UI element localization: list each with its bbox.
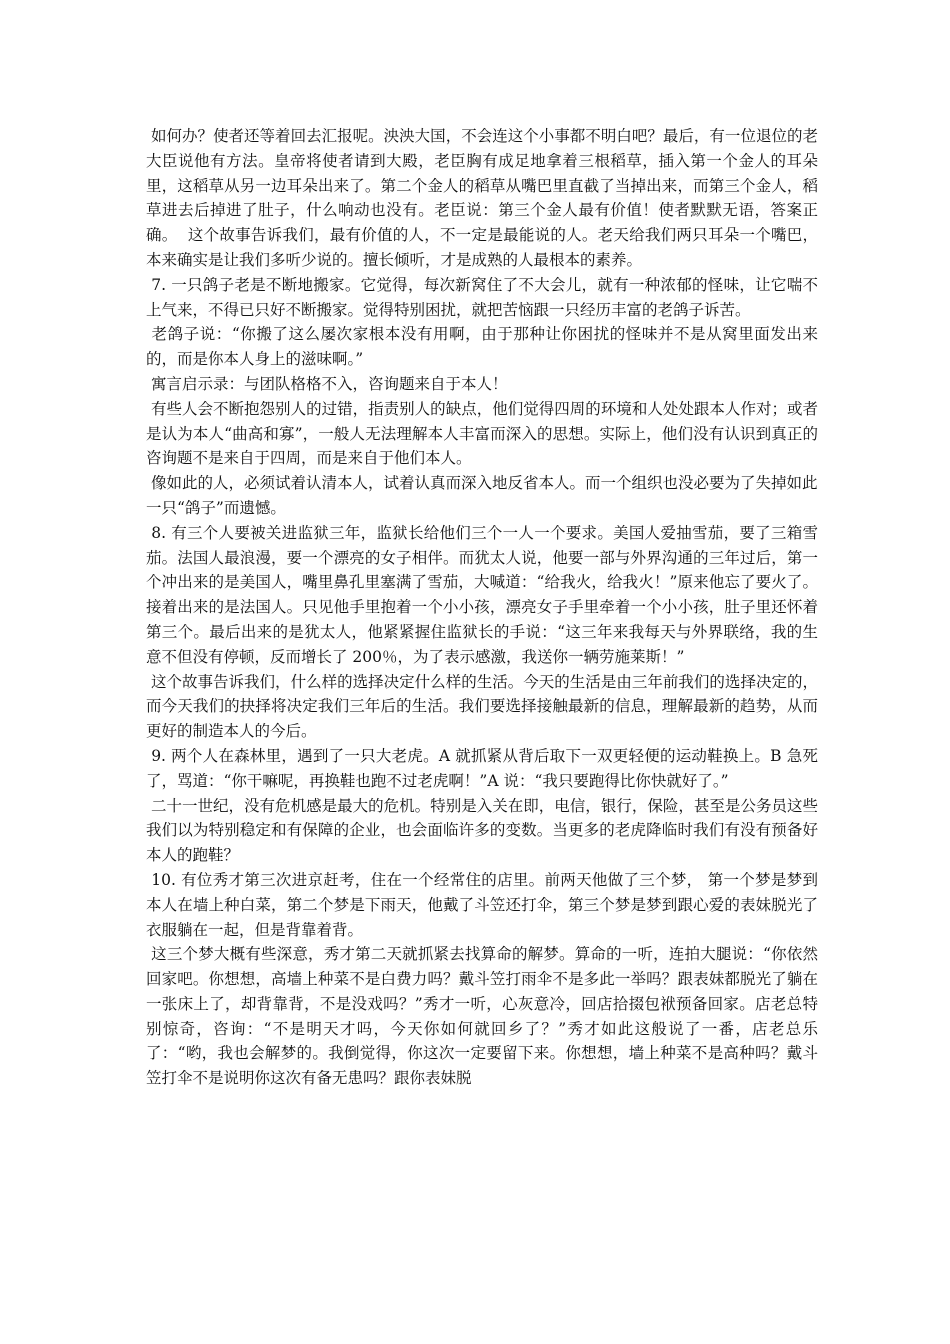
paragraph-story-9-conclusion: 二十一世纪，没有危机感是最大的危机。特别是入关在即，电信，银行，保险，甚至是公务员这些我们以为特别稳定和有保障的企业，也会面临许多的变数。当更多的老虎降临时我们有没有预备好本人的跑鞋？ [146, 796, 818, 865]
paragraph-fable-moral: 寓言启示录：与团队格格不入，咨询题来自于本人！ [146, 374, 508, 393]
paragraph-story-8-conclusion: 这个故事告诉我们，什么样的选择决定什么样的生活。今天的生活是由三年前我们的选择决定的，而今天我们的抉择将决定我们三年后的生活。我们要选择接触最新的信息，理解最新的趋势，从而更好的制造本人的今后。 [146, 672, 818, 741]
paragraph-story-7: 7. 一只鸽子老是不断地搬家。它觉得，每次新窝住了不大会儿，就有一种浓郁的怪味，让它喘不上气来，不得已只好不断搬家。觉得特别困扰，就把苦恼跟一只经历丰富的老鸽子诉苦。 [146, 275, 818, 319]
paragraph-story-10-dream-reading: 这三个梦大概有些深意，秀才第二天就抓紧去找算命的解梦。算命的一听，连拍大腿说：“你依然回家吧。你想想，高墙上种菜不是白费力吗？戴斗笠打雨伞不是多此一举吗？跟表妹都脱光了躺在一张床上了，却背靠背，不是没戏吗？”秀才一听，心灰意冷，回店拾掇包袱预备回家。店老总特别惊奇，咨询：“不是明天才吗，今天你如何就回乡了？”秀才如此这般说了一番，店老总乐了：“哟，我也会解梦的。我倒觉得，你这次一定要留下来。你想想，墙上种菜不是高种吗？戴斗笠打伞不是说明你这次有备无患吗？跟你表妹脱 [146, 945, 818, 1088]
paragraph-story-8: 8. 有三个人要被关进监狱三年，监狱长给他们三个一人一个要求。美国人爱抽雪茄，要了三箱雪茄。法国人最浪漫，要一个漂亮的女子相伴。而犹太人说，他要一部与外界沟通的三年过后，第一个冲出来的是美国人，嘴里鼻孔里塞满了雪茄，大喊道：“给我火，给我火！”原来他忘了要火了。接着出来的是法国人。只见他手里抱着一个小小孩，漂亮女子手里牵着一个小小孩，肚子里还怀着第三个。最后出来的是犹太人，他紧紧握住监狱长的手说：“这三年来我每天与外界联络，我的生意不但没有停顿，反而增长了 200％，为了表示感激，我送你一辆劳施莱斯！” [146, 523, 818, 666]
paragraph-story-10: 10. 有位秀才第三次进京赶考，住在一个经常住的店里。前两天他做了三个梦， 第一个梦是梦到本人在墙上种白菜，第二个梦是下雨天，他戴了斗笠还打伞，第三个梦是梦到跟心爱的表妹脱光了衣服躺在一起，但是背靠着背。 [146, 870, 818, 939]
paragraph-complainers: 有些人会不断抱怨别人的过错，指责别人的缺点，他们觉得四周的环境和人处处跟本人作对；或者是认为本人“曲高和寡”，一般人无法理解本人丰富而深入的思想。实际上，他们没有认识到真正的咨询题不是来自于四周，而是来自于他们本人。 [146, 399, 818, 468]
paragraph-self-reflection: 像如此的人，必须试着认清本人，试着认真而深入地反省本人。而一个组织也没必要为了失掉如此 [146, 474, 818, 493]
paragraph-story-6-conclusion: 如何办？使者还等着回去汇报呢。泱泱大国，不会连这个小事都不明白吧？最后，有一位退位的老大臣说他有方法。皇帝将使者请到大殿，老臣胸有成足地拿着三根稻草，插入第一个金人的耳朵里，这稻草从另一边耳朵出来了。第二个金人的稻草从嘴巴里直截了当掉出来，而第三个金人，稻草进去后掉进了肚子，什么响动也没有。老臣说：第三个金人最有价值！使者默默无语，答案正确。 这个故事告诉我们，最有价值的人，不一定是最能说的人。老天给我们两只耳朵一个嘴巴，本来确实是让我们多听少说的。擅长倾听，才是成熟的人最根本的素养。 [146, 127, 818, 269]
paragraph-pigeon-line: 一只“鸽子”而遗憾。 [146, 498, 286, 517]
document-body [146, 124, 818, 1091]
paragraph-old-pigeon-quote: 老鸽子说：“你搬了这么屡次家根本没有用啊，由于那种让你困扰的怪味并不是从窝里面发出来的，而是你本人身上的滋味啊。” [146, 325, 818, 369]
paragraph-story-9: 9. 两个人在森林里，遇到了一只大老虎。A 就抓紧从背后取下一双更轻便的运动鞋换上。B 急死了，骂道：“你干嘛呢，再换鞋也跑不过老虎啊！”A 说：“我只要跑得比你快就好了。” [146, 746, 818, 790]
